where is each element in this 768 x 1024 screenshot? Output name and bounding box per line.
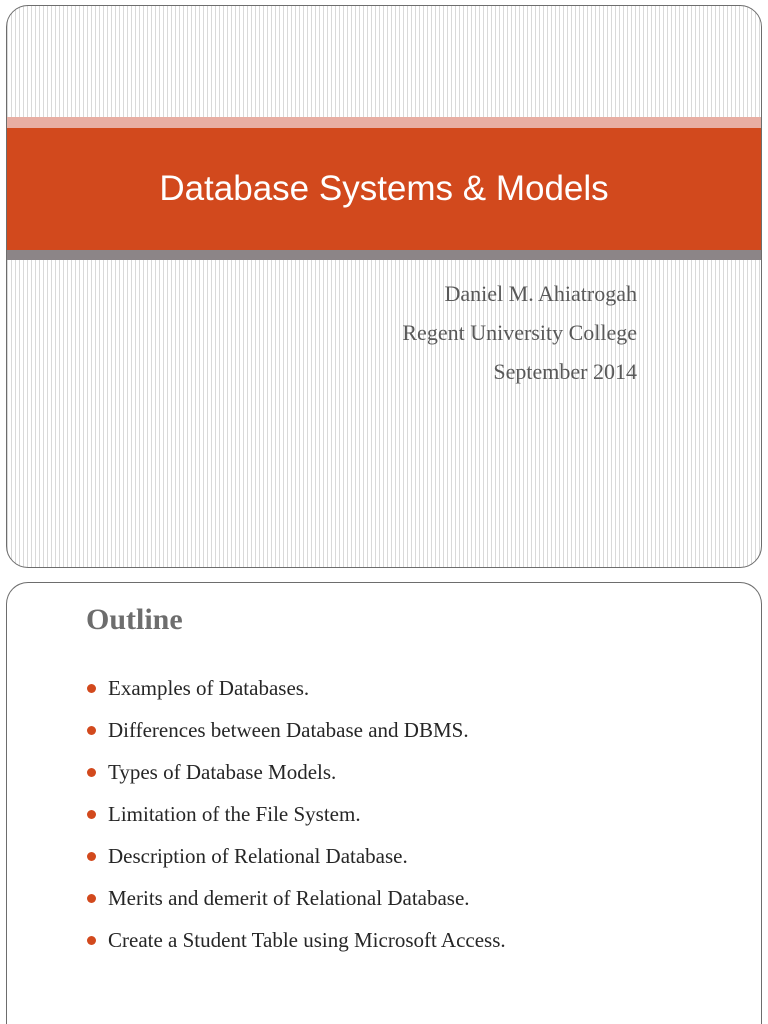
bullet-dot-icon <box>87 726 96 735</box>
list-item-text: Merits and demerit of Relational Database. <box>108 885 470 910</box>
outline-slide <box>6 582 762 1024</box>
bullet-dot-icon <box>87 852 96 861</box>
bullet-dot-icon <box>87 768 96 777</box>
list-item-text: Description of Relational Database. <box>108 843 408 868</box>
accent-strip-top <box>7 117 761 128</box>
presentation-date: September 2014 <box>493 359 637 384</box>
bullet-dot-icon <box>87 810 96 819</box>
outline-list <box>87 667 506 961</box>
list-item <box>87 877 506 919</box>
list-item-text: Types of Database Models. <box>108 759 337 784</box>
bullet-dot-icon <box>87 936 96 945</box>
list-item <box>87 835 506 877</box>
bullet-dot-icon <box>87 684 96 693</box>
list-item <box>87 919 506 961</box>
title-slide <box>6 5 762 568</box>
accent-strip-bottom <box>7 250 761 260</box>
list-item-text: Examples of Databases. <box>108 675 310 700</box>
list-item-text: Limitation of the File System. <box>108 801 361 826</box>
bullet-dot-icon <box>87 894 96 903</box>
list-item-text: Differences between Database and DBMS. <box>108 717 469 742</box>
outline-heading: Outline <box>86 603 183 636</box>
slide-title: Database Systems & Models <box>159 169 609 208</box>
author-name: Daniel M. Ahiatrogah <box>444 281 637 306</box>
list-item <box>87 709 506 751</box>
subtitle-block <box>402 274 637 391</box>
list-item <box>87 667 506 709</box>
institution-name: Regent University College <box>402 320 637 345</box>
title-band <box>7 128 761 250</box>
list-item <box>87 751 506 793</box>
list-item-text: Create a Student Table using Microsoft Access. <box>108 927 506 952</box>
list-item <box>87 793 506 835</box>
